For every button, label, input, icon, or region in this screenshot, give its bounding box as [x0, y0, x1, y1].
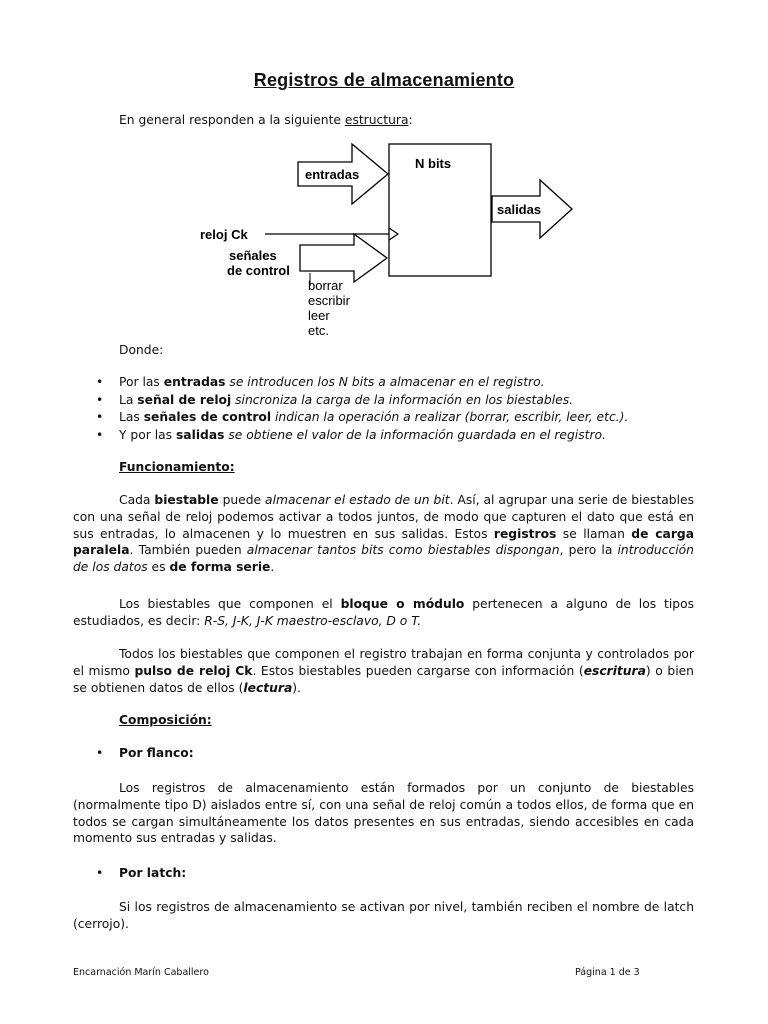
- control-arrow: [300, 234, 387, 282]
- clock-label: reloj Ck: [200, 227, 248, 242]
- donde-label: Donde:: [119, 343, 164, 357]
- funcionamiento-paragraph-2: Los biestables que componen el bloque o módulo pertenecen a alguno de los tipos estudiados, es decir: R-S, J-K, J-K maestro-esclavo, D o T.: [73, 597, 695, 628]
- register-diagram: [180, 132, 600, 342]
- output-label: salidas: [497, 202, 542, 217]
- op-leer: leer: [308, 308, 330, 323]
- definition-list: [73, 374, 693, 444]
- list-item: • Y por las salidas se obtiene el valor de la información guardada en el registro.: [96, 427, 606, 442]
- funcionamiento-paragraph-1: Cada biestable puede almacenar el estado de un bit. Así, al agrupar una serie de biestables con una señal de reloj podemos activar a todos juntos, de modo que capturen el dato que está en sus entradas, lo almacenen y lo muestren en sus salidas. Estos registros se llaman de carga paralela. También pueden almacenar tantos bits como biestables dispongan, pero la introducción de los datos es de forma serie.: [73, 493, 694, 575]
- input-label: entradas: [305, 167, 360, 182]
- funcionamiento-paragraph-3: Todos los biestables que componen el registro trabajan en forma conjunta y controlados por el mismo pulso de reloj Ck. Estos biestables pueden cargarse con información (escritura) o bien se obtienen datos de ellos (lectura).: [73, 647, 694, 695]
- intro-text: En general responden a la siguiente: [119, 113, 345, 127]
- op-etc: etc.: [308, 323, 329, 338]
- intro-link-word: estructura: [344, 113, 409, 127]
- latch-subheading: • Por latch:: [96, 866, 187, 880]
- composicion-heading: Composición:: [119, 713, 212, 727]
- op-escribir: escribir: [308, 293, 350, 308]
- flanco-paragraph: Los registros de almacenamiento están formados por un conjunto de biestables (normalmente tipo D) aislados entre sí, con una señal de reloj común a todos ellos, de forma que en todos se cargan simultáneamente los datos presentes en sus entradas, siendo accesibles en cada momento sus entradas y salidas.: [73, 781, 694, 846]
- list-item: • Las señales de control indican la operación a realizar (borrar, escribir, leer, etc.).: [96, 410, 629, 424]
- footer-author: Encarnación Marín Caballero: [73, 967, 209, 978]
- intro-line: [119, 112, 413, 129]
- list-item: • La señal de reloj sincroniza la carga de la información en los biestables.: [96, 392, 574, 407]
- op-borrar: borrar: [308, 278, 343, 293]
- funcionamiento-heading: Funcionamiento:: [119, 460, 235, 474]
- control-label-1: señales: [229, 248, 277, 263]
- list-item: • Por las entradas se introducen los N bits a almacenar en el registro.: [96, 375, 545, 389]
- control-label-2: de control: [227, 263, 290, 278]
- block-label: N bits: [415, 156, 452, 171]
- intro-end: :: [408, 113, 413, 127]
- flanco-subheading: • Por flanco:: [96, 746, 194, 760]
- latch-paragraph: Si los registros de almacenamiento se activan por nivel, también reciben el nombre de latch (cerrojo).: [73, 900, 694, 931]
- page-title: Registros de almacenamiento: [253, 70, 515, 90]
- footer-page-number: Página 1 de 3: [575, 967, 640, 978]
